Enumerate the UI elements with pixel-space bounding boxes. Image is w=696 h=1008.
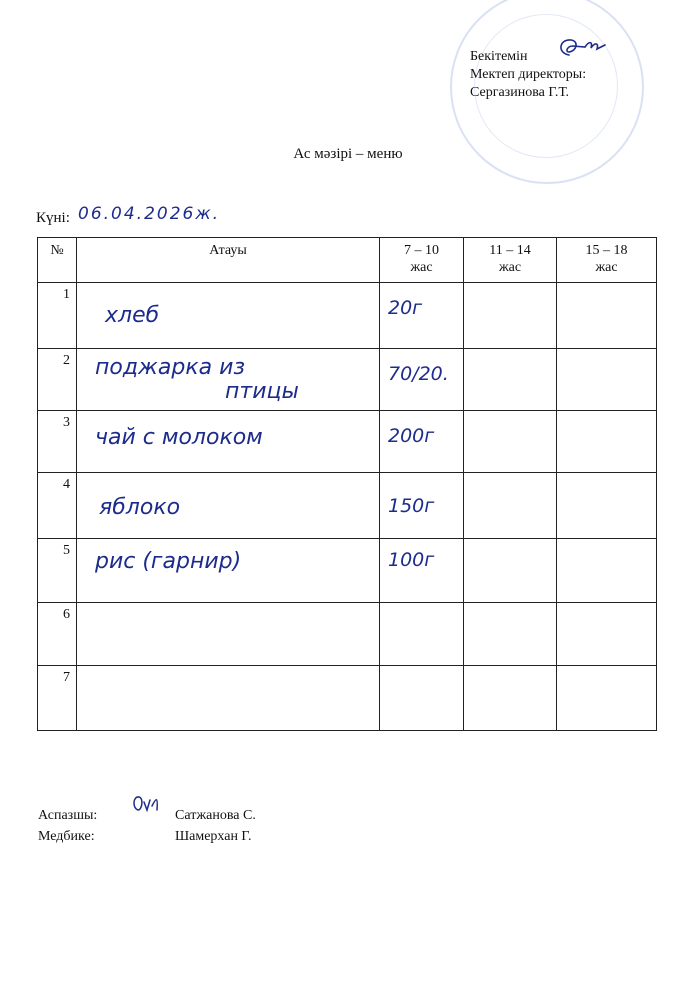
table-row bbox=[38, 473, 657, 539]
row-name-text: хлеб bbox=[105, 303, 160, 328]
row-qty-15-18 bbox=[557, 411, 657, 473]
header-name: Атауы bbox=[77, 238, 380, 283]
cook-name: Сатжанова С. bbox=[175, 808, 256, 823]
row-qty-7-10 bbox=[380, 666, 464, 731]
row-name-text-line2: птицы bbox=[225, 379, 299, 404]
row-qty-15-18 bbox=[557, 603, 657, 666]
header-age-15-18-unit: жас bbox=[595, 260, 618, 275]
row-qty-11-14 bbox=[464, 539, 557, 603]
header-num: № bbox=[38, 238, 77, 283]
row-qty-15-18 bbox=[557, 539, 657, 603]
table-row bbox=[38, 349, 657, 411]
row-qty-11-14 bbox=[464, 473, 557, 539]
cook-label: Аспазшы: bbox=[38, 808, 98, 823]
row-name bbox=[77, 283, 380, 349]
row-qty-11-14 bbox=[464, 603, 557, 666]
approval-line-3: Сергазинова Г.Т. bbox=[470, 85, 569, 100]
row-qty-11-14 bbox=[464, 283, 557, 349]
row-num: 5 bbox=[38, 539, 77, 603]
row-num: 3 bbox=[38, 411, 77, 473]
director-signature bbox=[555, 35, 607, 61]
page-title: Ас мәзірі – меню bbox=[293, 146, 403, 162]
header-age-11-14-range: 11 – 14 bbox=[489, 243, 531, 258]
row-qty-15-18 bbox=[557, 666, 657, 731]
header-age-11-14 bbox=[464, 238, 557, 283]
table-row bbox=[38, 539, 657, 603]
row-name bbox=[77, 349, 380, 411]
row-qty-15-18 bbox=[557, 473, 657, 539]
row-qty-11-14 bbox=[464, 349, 557, 411]
row-name-text: поджарка из bbox=[95, 355, 246, 380]
row-qty-7-10 bbox=[380, 473, 464, 539]
row-qty-text: 200г bbox=[388, 425, 435, 447]
header-age-15-18-range: 15 – 18 bbox=[585, 243, 628, 258]
row-qty-15-18 bbox=[557, 283, 657, 349]
header-age-11-14-unit: жас bbox=[498, 260, 522, 275]
header-age-15-18 bbox=[557, 238, 657, 283]
row-qty-15-18 bbox=[557, 349, 657, 411]
table-header-row bbox=[38, 238, 657, 283]
table-row bbox=[38, 666, 657, 731]
row-num: 4 bbox=[38, 473, 77, 539]
row-qty-7-10 bbox=[380, 349, 464, 411]
header-age-7-10 bbox=[380, 238, 464, 283]
approval-line-2: Мектеп директоры: bbox=[470, 67, 587, 82]
approval-line-1: Бекітемін bbox=[470, 49, 528, 64]
cook-signature bbox=[130, 788, 164, 820]
row-qty-text: 100г bbox=[388, 549, 435, 571]
table-row bbox=[38, 411, 657, 473]
row-qty-11-14 bbox=[464, 411, 557, 473]
row-name-text: чай с молоком bbox=[95, 425, 263, 450]
row-qty-text: 150г bbox=[388, 495, 435, 517]
header-age-7-10-unit: жас bbox=[410, 260, 433, 275]
row-qty-7-10 bbox=[380, 411, 464, 473]
header-age-7-10-range: 7 – 10 bbox=[404, 243, 439, 258]
nurse-name: Шамерхан Г. bbox=[175, 829, 252, 844]
row-qty-7-10 bbox=[380, 539, 464, 603]
row-num: 2 bbox=[38, 349, 77, 411]
table-row bbox=[38, 603, 657, 666]
row-name bbox=[77, 411, 380, 473]
row-qty-text: 20г bbox=[388, 297, 423, 319]
nurse-label: Медбике: bbox=[38, 829, 95, 844]
row-name bbox=[77, 473, 380, 539]
row-name-text: рис (гарнир) bbox=[95, 549, 242, 574]
date-label: Күні: bbox=[36, 210, 70, 226]
date-value: 06.04.2026ж. bbox=[78, 204, 221, 224]
row-qty-text: 70/20. bbox=[388, 363, 449, 385]
row-num: 6 bbox=[38, 603, 77, 666]
table-row bbox=[38, 283, 657, 349]
menu-table bbox=[37, 237, 657, 731]
row-name bbox=[77, 666, 380, 731]
row-qty-11-14 bbox=[464, 666, 557, 731]
row-name bbox=[77, 539, 380, 603]
row-name bbox=[77, 603, 380, 666]
row-qty-7-10 bbox=[380, 603, 464, 666]
row-num: 7 bbox=[38, 666, 77, 731]
row-num: 1 bbox=[38, 283, 77, 349]
row-name-text: яблоко bbox=[99, 495, 181, 520]
row-qty-7-10 bbox=[380, 283, 464, 349]
